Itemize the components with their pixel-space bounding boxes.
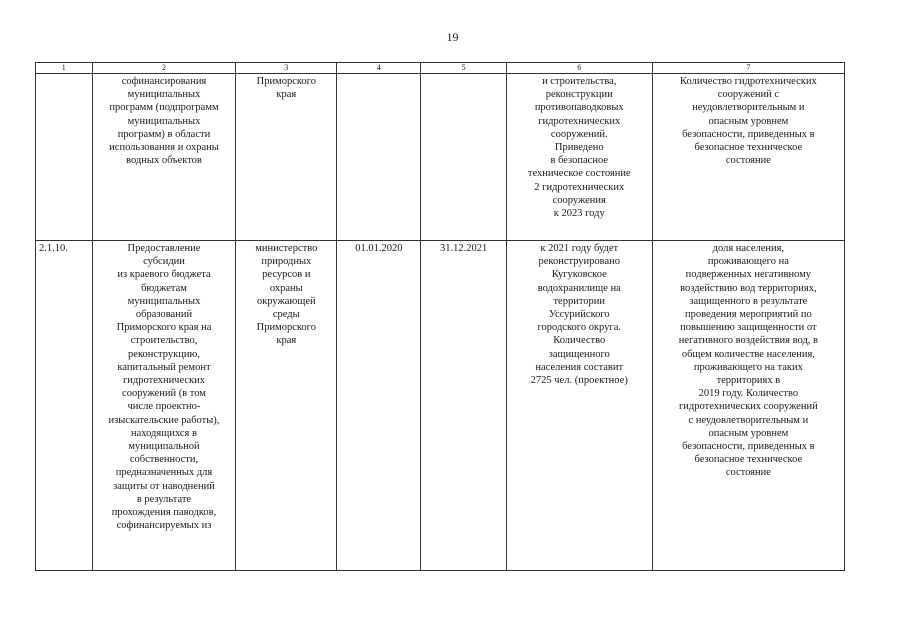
- table-row: [36, 241, 845, 571]
- column-header: 2: [92, 63, 236, 74]
- page-number: 19: [446, 30, 459, 44]
- column-header: 4: [337, 63, 421, 74]
- column-header: 6: [506, 63, 652, 74]
- expected-result-cell: к 2021 году будет реконструировано Кугуковское водохранилище на территории Уссурийского городского округа. Количество защищенного населения составит 2725 чел. (проектное): [506, 241, 652, 571]
- table-header-row: [36, 63, 845, 74]
- item-number-cell: [36, 74, 93, 241]
- table-row: [36, 74, 845, 241]
- program-measures-table: [35, 62, 845, 571]
- item-number-cell: 2.1.10.: [36, 241, 93, 571]
- indicator-cell: доля населения, проживающего на подверженных негативному воздействию вод территориях, защищенного в результате проведения мероприятий по повышению защищенности от негативного воздействия вод, в общем количестве населения, проживающего на таких территориях в 2019 году. Количество гидротехнических сооружений с неудовлетворительным и опасным уровнем безопасности, приведенных в безопасное техническое состояние: [652, 241, 844, 571]
- executor-cell: министерство природных ресурсов и охраны окружающей среды Приморского края: [236, 241, 337, 571]
- measure-name-cell: Предоставление субсидии из краевого бюджета бюджетам муниципальных образований Приморского края на строительство, реконструкцию, капитальный ремонт гидротехнических сооружений (в том числе проектно- изыскательские работы), находящихся в муниципальной собственности, предназначенных для защиты от наводнений в результате прохождения паводков, софинансируемых из: [92, 241, 236, 571]
- indicator-cell: Количество гидротехнических сооружений с неудовлетворительным и опасным уровнем безопасности, приведенных в безопасное техническое состояние: [652, 74, 844, 241]
- end-date-cell: 31.12.2021: [421, 241, 506, 571]
- column-header: 5: [421, 63, 506, 74]
- start-date-cell: [337, 74, 421, 241]
- measure-name-cell: софинансирования муниципальных программ (подпрограмм муниципальных программ) в области использования и охраны водных объектов: [92, 74, 236, 241]
- start-date-cell: 01.01.2020: [337, 241, 421, 571]
- expected-result-cell: и строительства, реконструкции противопаводковых гидротехнических сооружений. Приведено в безопасное техническое состояние 2 гидротехнических сооружения к 2023 году: [506, 74, 652, 241]
- column-header: 7: [652, 63, 844, 74]
- column-header: 3: [236, 63, 337, 74]
- column-header: 1: [36, 63, 93, 74]
- executor-cell: Приморского края: [236, 74, 337, 241]
- end-date-cell: [421, 74, 506, 241]
